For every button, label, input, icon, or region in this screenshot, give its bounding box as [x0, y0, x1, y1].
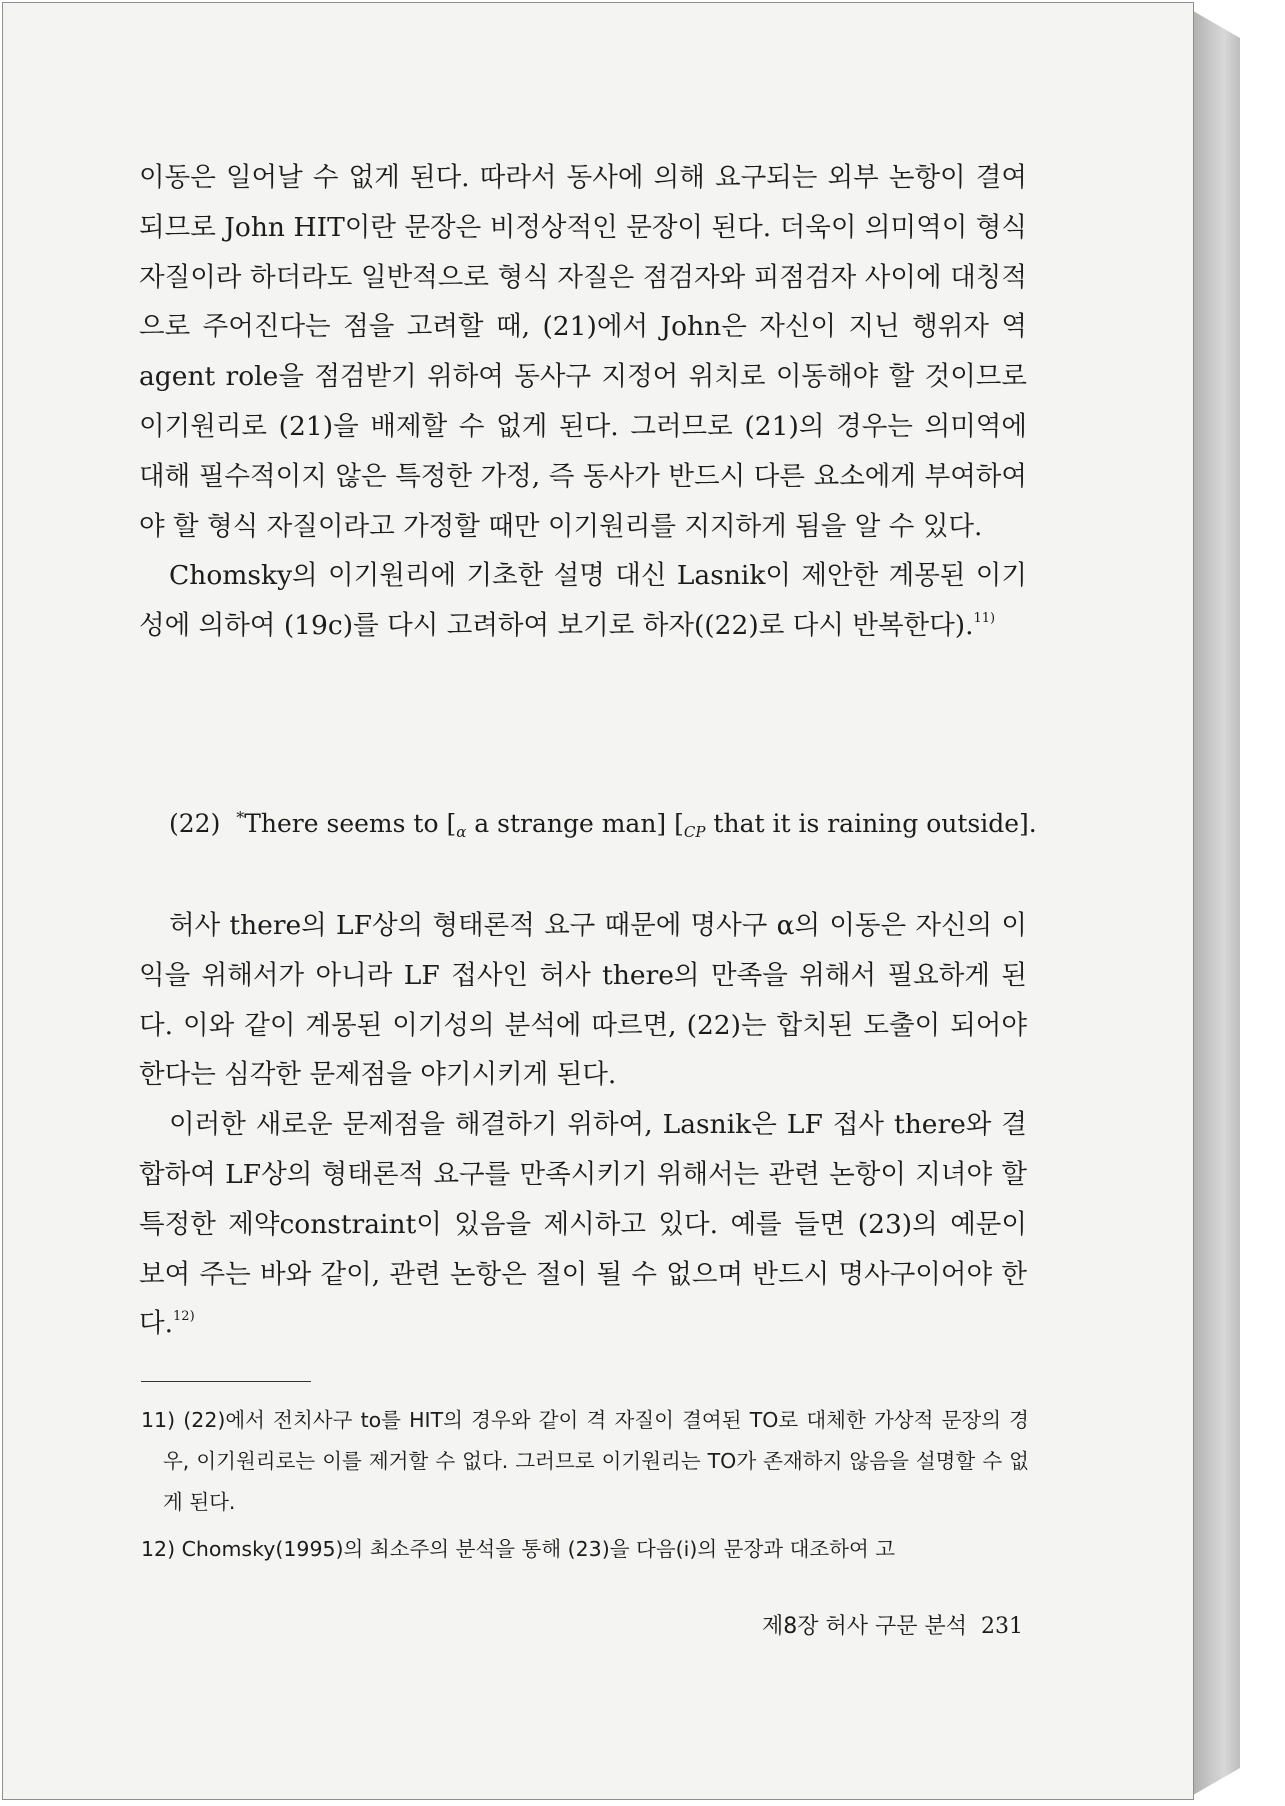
running-footer [762, 1609, 1023, 1640]
example-number: (22) [169, 809, 221, 838]
footnote-ref: 12) [173, 1309, 195, 1325]
footnote-ref: 11) [973, 611, 996, 627]
book-edge [1188, 8, 1240, 1798]
example-sentence-22 [169, 808, 1037, 841]
paragraph-text: 이동은 일어날 수 없게 된다. 따라서 동사에 의해 요구되는 외부 논항이 결여되므로 John HIT이란 문장은 비정상적인 문장이 된다. 더욱이 의미역이 형식 자질이라 하더라도 일반적으로 형식 자질은 점검자와 피점검자 사이에 대칭적으로 주어진다는 점을 고려할 때, (21)에서 John은 자신이 지닌 행위자 역agent role을 점검받기 위하여 동사구 지정어 위치로 이동해야 할 것이므로 이기원리로 (21)을 배제할 수 없게 된다. 그러므로 (21)의 경우는 의미역에 대해 필수적이지 않은 특정한 가정, 즉 동사가 반드시 다른 요소에게 부여하여야 할 형식 자질이라고 가정할 때만 이기원리를 지지하게 됨을 알 수 있다. [139, 162, 1027, 542]
paragraph [139, 901, 1027, 1100]
footnote: 11) (22)에서 전치사구 to를 HIT의 경우와 같이 격 자질이 결여된 TO로 대체한 가상적 문장의 경우, 이기원리로는 이를 제거할 수 없다. 그러므로 이기원리는 TO가 존재하지 않음을 설명할 수 없게 된다. [141, 1408, 1029, 1514]
paragraph [139, 551, 1027, 651]
example-text-a: There seems to [ [244, 809, 457, 838]
alpha-subscript: α [456, 823, 467, 841]
example-text-c: that it is raining outside]. [705, 809, 1037, 838]
paragraph-text: 이러한 새로운 문제점을 해결하기 위하여, Lasnik은 LF 접사 there와 결합하여 LF상의 형태론적 요구를 만족시키기 위해서는 관련 논항이 지녀야 할 특정한 제약constraint이 있음을 제시하고 있다. 예를 들면 (23)의 예문이 보여 주는 바와 같이, 관련 논항은 절이 될 수 없으며 반드시 명사구이어야 한다. [139, 1109, 1027, 1340]
main-text-bottom [139, 901, 1027, 1349]
main-text-top [139, 153, 1027, 651]
paragraph [139, 153, 1027, 551]
chapter-title: 제8장 허사 구문 분석 [762, 1614, 967, 1639]
book-page [2, 2, 1194, 1800]
ungrammatical-star: * [236, 808, 245, 827]
footnote-divider [141, 1381, 311, 1382]
cp-subscript: CP [683, 823, 706, 841]
paragraph [139, 1100, 1027, 1349]
footnote: 12) Chomsky(1995)의 최소주의 분석을 통해 (23)을 다음(i)의 문장과 대조하여 고 [141, 1537, 896, 1561]
page-number: 231 [981, 1614, 1023, 1639]
paragraph-text: Chomsky의 이기원리에 기초한 설명 대신 Lasnik이 제안한 계몽된 이기성에 의하여 (19c)를 다시 고려하여 보기로 하자((22)로 다시 반복한다). [139, 560, 1027, 642]
example-text-b: a strange man] [ [466, 809, 684, 838]
paragraph-text: 허사 there의 LF상의 형태론적 요구 때문에 명사구 α의 이동은 자신의 이익을 위해서가 아니라 LF 접사인 허사 there의 만족을 위해서 필요하게 된다. 이와 같이 계몽된 이기성의 분석에 따르면, (22)는 합치된 도출이 되어야 한다는 심각한 문제점을 야기시키게 된다. [139, 910, 1027, 1091]
footnotes [141, 1400, 1029, 1576]
